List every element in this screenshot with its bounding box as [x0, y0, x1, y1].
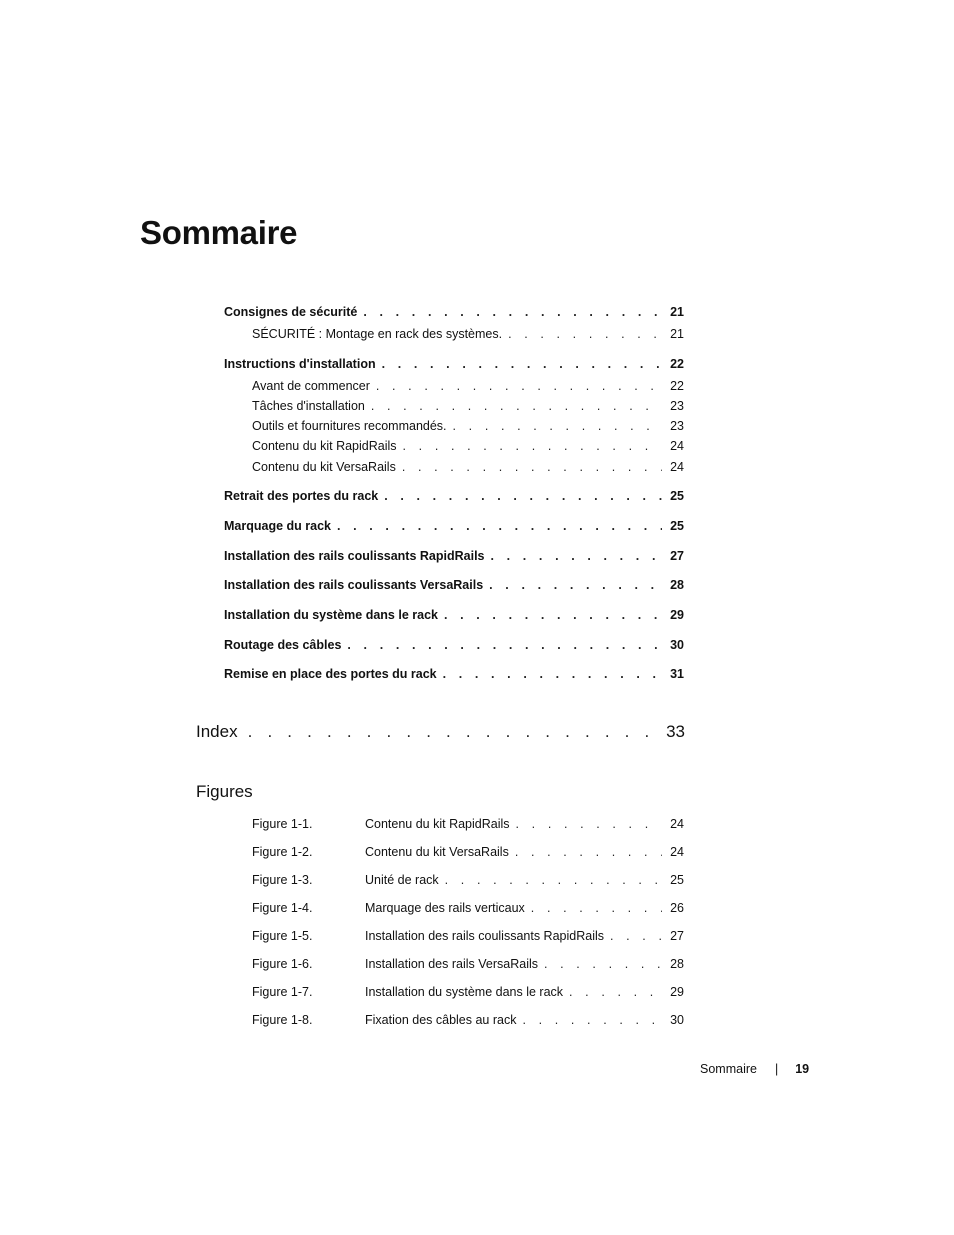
leader-dots [371, 398, 662, 414]
toc-entry-page: 23 [670, 419, 684, 433]
figure-number: Figure 1-2. [252, 845, 313, 859]
toc-entry-label: Remise en place des portes du rack [224, 667, 437, 681]
toc-entry-label: Installation des rails coulissants VersaRails [224, 578, 484, 592]
leader-dots [522, 1012, 662, 1028]
figure-page: 28 [670, 957, 684, 971]
leader-dots [248, 722, 659, 742]
leader-dots [443, 666, 662, 682]
leader-dots [544, 956, 662, 972]
figure-title: Installation des rails VersaRails [365, 957, 538, 971]
toc-entry[interactable] [224, 637, 684, 653]
leader-dots [569, 984, 662, 1000]
figure-number: Figure 1-7. [252, 985, 313, 999]
toc-entry[interactable] [224, 548, 684, 564]
figure-title: Contenu du kit RapidRails [365, 817, 510, 831]
toc-entry-page: 22 [670, 357, 684, 371]
toc-entry-page: 21 [670, 305, 684, 319]
toc-entry-page: 23 [670, 399, 684, 413]
toc-entry-page: 24 [670, 439, 684, 453]
toc-entry-label: Installation des rails coulissants RapidRails [224, 549, 485, 563]
leader-dots [402, 459, 662, 475]
leader-dots [491, 548, 663, 564]
leader-dots [403, 438, 662, 454]
toc-entry[interactable] [224, 518, 684, 534]
figure-title: Installation des rails coulissants RapidRails [365, 929, 605, 943]
leader-dots [515, 844, 662, 860]
figure-number: Figure 1-3. [252, 873, 313, 887]
leader-dots [610, 928, 662, 944]
toc-entry-label: Instructions d'installation [224, 357, 376, 371]
toc-subentry[interactable] [252, 438, 684, 454]
figure-title: Installation du système dans le rack [365, 985, 564, 999]
leader-dots [384, 488, 662, 504]
figure-number: Figure 1-6. [252, 957, 313, 971]
leader-dots [508, 326, 662, 342]
figure-page: 25 [670, 873, 684, 887]
figures-heading: Figures [196, 782, 253, 801]
toc-entry-label: Contenu du kit VersaRails [252, 460, 396, 474]
toc-entry-label: Installation du système dans le rack [224, 608, 438, 622]
leader-dots [516, 816, 662, 832]
figure-title: Unité de rack [365, 873, 439, 887]
figure-entry[interactable] [252, 956, 684, 972]
figure-entry[interactable] [252, 816, 684, 832]
figure-entry[interactable] [252, 928, 684, 944]
footer-page-number: 19 [795, 1062, 810, 1076]
footer-section-name: Sommaire [700, 1062, 757, 1076]
figure-entry[interactable] [252, 872, 684, 888]
leader-dots [347, 637, 662, 653]
toc-entry-page: 25 [670, 519, 684, 533]
toc-entry-page: 28 [670, 578, 684, 592]
figure-entry[interactable] [252, 844, 684, 860]
toc-entry-label: Consignes de sécurité [224, 305, 358, 319]
toc-entry-label: Contenu du kit RapidRails [252, 439, 397, 453]
leader-dots [489, 577, 662, 593]
figure-title: Marquage des rails verticaux [365, 901, 525, 915]
page-title: Sommaire [140, 214, 298, 251]
index-entry-page: 33 [666, 722, 685, 741]
toc-entry-page: 27 [670, 549, 684, 563]
figure-number: Figure 1-8. [252, 1013, 313, 1027]
index-entry-label: Index [196, 722, 238, 741]
toc-entry-label: Tâches d'installation [252, 399, 365, 413]
toc-entry[interactable] [224, 666, 684, 682]
toc-entry-label: Routage des câbles [224, 638, 342, 652]
toc-subentry[interactable] [252, 326, 684, 342]
figure-number: Figure 1-5. [252, 929, 313, 943]
toc-subentry[interactable] [252, 418, 684, 434]
toc-entry-label: Outils et fournitures recommandés. [252, 419, 447, 433]
toc-entry-label: SÉCURITÉ : Montage en rack des systèmes. [252, 327, 503, 341]
figure-page: 24 [670, 845, 684, 859]
leader-dots [531, 900, 662, 916]
leader-dots [445, 872, 662, 888]
toc-subentry[interactable] [252, 398, 684, 414]
index-entry[interactable] [196, 722, 685, 742]
figure-page: 30 [670, 1013, 684, 1027]
toc-entry-page: 30 [670, 638, 684, 652]
figure-page: 27 [670, 929, 684, 943]
toc-entry-page: 31 [670, 667, 684, 681]
figure-entry[interactable] [252, 900, 684, 916]
footer-separator: | [774, 1062, 779, 1076]
leader-dots [444, 607, 662, 623]
toc-entry-label: Marquage du rack [224, 519, 331, 533]
page-footer [700, 1062, 814, 1076]
toc-entry[interactable] [224, 356, 684, 372]
toc-entry[interactable] [224, 607, 684, 623]
toc-entry-label: Retrait des portes du rack [224, 489, 379, 503]
leader-dots [453, 418, 662, 434]
figure-number: Figure 1-1. [252, 817, 313, 831]
toc-subentry[interactable] [252, 378, 684, 394]
toc-subentry[interactable] [252, 459, 684, 475]
toc-entry[interactable] [224, 304, 684, 320]
figure-page: 29 [670, 985, 684, 999]
figure-entry[interactable] [252, 984, 684, 1000]
toc-entry-page: 24 [670, 460, 684, 474]
toc-entry-page: 21 [670, 327, 684, 341]
leader-dots [376, 378, 662, 394]
figure-number: Figure 1-4. [252, 901, 313, 915]
toc-entry-label: Avant de commencer [252, 379, 370, 393]
figure-page: 24 [670, 817, 684, 831]
leader-dots [363, 304, 662, 320]
leader-dots [382, 356, 662, 372]
toc-entry-page: 25 [670, 489, 684, 503]
toc-entry-page: 22 [670, 379, 684, 393]
figure-title: Fixation des câbles au rack [365, 1013, 517, 1027]
figure-page: 26 [670, 901, 684, 915]
toc-entry[interactable] [224, 577, 684, 593]
figure-entry[interactable] [252, 1012, 684, 1028]
toc-entry-page: 29 [670, 608, 684, 622]
toc-entry[interactable] [224, 488, 684, 504]
leader-dots [337, 518, 662, 534]
figure-title: Contenu du kit VersaRails [365, 845, 509, 859]
